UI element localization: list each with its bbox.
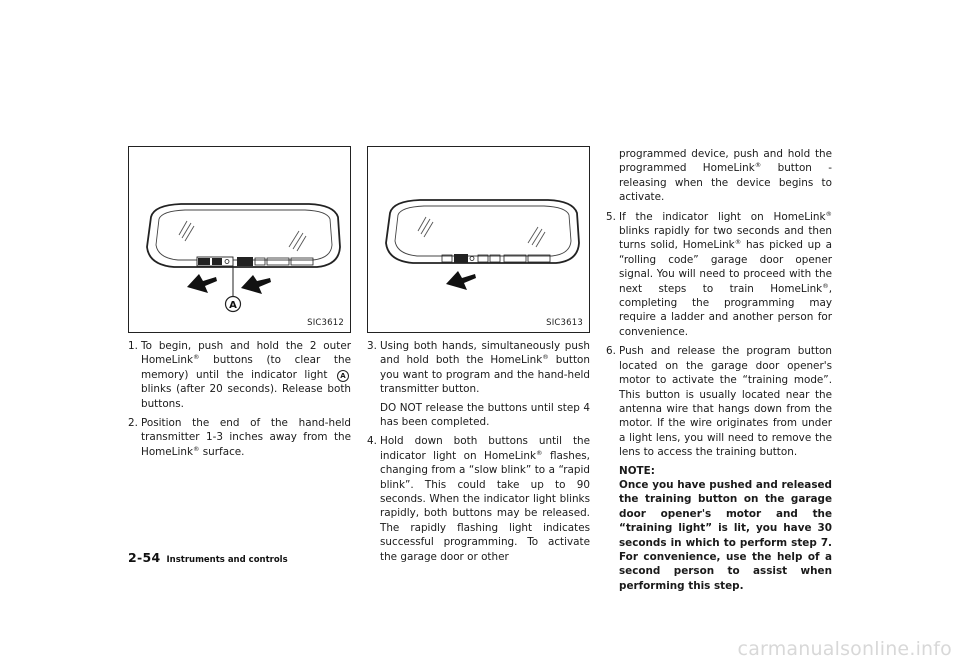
watermark: carmanualsonline.info — [737, 638, 952, 660]
step-3: 3. Using both hands, simultaneously push and hold both the HomeLink® button you want to program and the hand-held transmitter button. DO NOT release the buttons until step 4 has been completed. — [367, 340, 590, 429]
figure-sic3613 — [367, 146, 590, 333]
column-1 — [128, 339, 351, 464]
registered-mark: ® — [822, 281, 829, 290]
page-number: 2-54 — [128, 550, 161, 565]
registered-mark: ® — [192, 353, 200, 362]
step-3-warning: DO NOT release the buttons until step 4 has been completed. — [380, 401, 590, 429]
step-2: 2. Position the end of the hand-held transmitter 1-3 inches away from the HomeLink® surface. — [128, 417, 351, 458]
step-number: 1. — [128, 340, 138, 352]
registered-mark: ® — [536, 448, 543, 457]
registered-mark: ® — [192, 444, 200, 453]
step-6: 6. Push and release the program button located on the garage door opener's motor to activate the “training mode”. This button is usually located near the antenna wire that hangs down from the motor. If the wire originates from under a light lens, you will need to remove the lens to access the training button. NOTE: Once you have pushed and released the training button on the garage door opener's motor and the “training light” is lit, you have 30 seconds in which to perform step 7. For convenience, use the help of a second person to assist when performing this step. — [606, 345, 832, 592]
step-1: 1. To begin, push and hold the 2 outer HomeLink® buttons (to clear the memory) until the indicator light A blinks (after 20 seconds). Release both buttons. — [128, 340, 351, 410]
column-2 — [367, 339, 590, 569]
indicator-a-marker: A — [337, 370, 349, 382]
step-number: 6. — [606, 345, 616, 358]
registered-mark: ® — [754, 161, 762, 170]
note-label: NOTE: — [619, 464, 655, 477]
step-number: 5. — [606, 210, 616, 223]
figure-code: SIC3612 — [307, 318, 344, 328]
step-number: 4. — [367, 435, 377, 448]
step-number: 2. — [128, 417, 138, 430]
section-title: Instruments and controls — [166, 555, 288, 565]
callout-a-label: A — [229, 300, 237, 311]
registered-mark: ® — [542, 353, 549, 362]
step-number: 3. — [367, 340, 377, 352]
step-4-continued: programmed device, push and hold the programmed HomeLink® button - releasing when the device begins to activate. — [619, 148, 832, 204]
registered-mark: ® — [734, 238, 742, 247]
page-footer — [128, 547, 288, 566]
registered-mark: ® — [825, 209, 832, 218]
column-3 — [606, 147, 832, 598]
note-text: Once you have pushed and released the training button on the garage door opener's motor and the “training light” is lit, you have 30 seconds in which to perform step 7. For convenience, use the help of a second person to assist when performing this step. — [619, 478, 832, 592]
figure-sic3612 — [128, 146, 351, 333]
mirror-illustration — [368, 147, 591, 334]
mirror-illustration — [129, 147, 352, 334]
figure-code: SIC3613 — [546, 318, 583, 328]
step-4: 4. Hold down both buttons until the indicator light on HomeLink® flashes, changing from a “slow blink” to a “rapid blink”. This could take up to 90 seconds. When the indicator light blinks rapidly, both buttons may be released. The rapidly flashing light indicates successful programming. To activate the garage door or other — [367, 435, 590, 563]
step-5: 5. If the indicator light on HomeLink® blinks rapidly for two seconds and then turns solid, HomeLink® has picked up a “rolling code” garage door opener signal. You will need to proceed with the next steps to train HomeLink®, completing the programming may require a ladder and another person for convenience. — [606, 209, 832, 338]
